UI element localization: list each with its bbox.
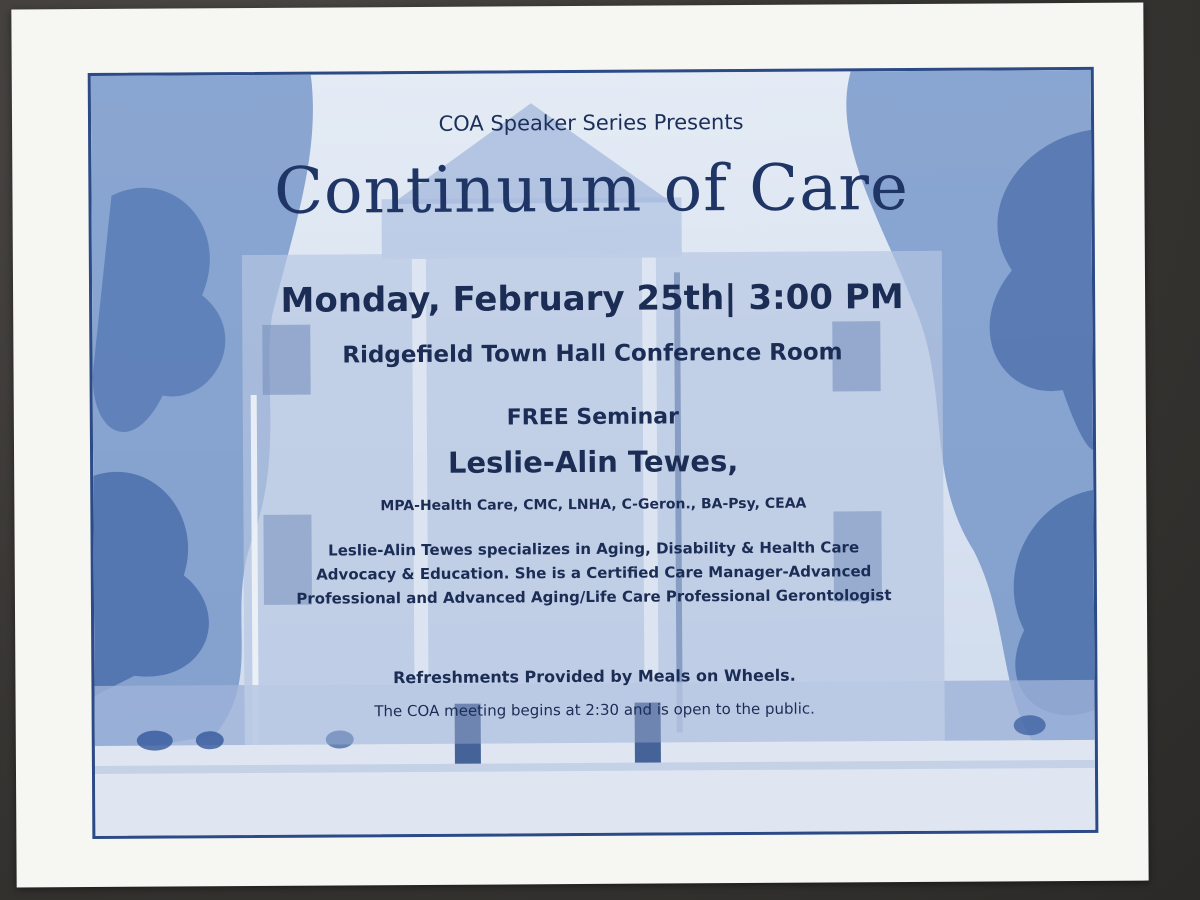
refreshments-note: Refreshments Provided by Meals on Wheels. <box>393 665 796 688</box>
seminar-label: FREE Seminar <box>506 404 680 431</box>
flyer-text <box>91 70 1096 836</box>
meeting-note: The COA meeting begins at 2:30 and is open to the public. <box>374 699 815 721</box>
event-date-time: Monday, February 25th| 3:00 PM <box>280 277 904 321</box>
event-title: Continuum of Care <box>273 150 910 229</box>
flyer-frame <box>88 67 1099 839</box>
flyer-paper <box>11 3 1148 888</box>
event-venue: Ridgefield Town Hall Conference Room <box>342 339 843 369</box>
speaker-name: Leslie-Alin Tewes, <box>447 444 739 480</box>
speaker-credentials: MPA-Health Care, CMC, LNHA, C-Geron., BA-Psy, CEAA <box>380 495 807 515</box>
speaker-bio: Leslie-Alin Tewes specializes in Aging, Disability & Health Care Advocacy & Education. She is a Certified Care Manager-Advanced Professional and Advanced Aging/Life Care Professional Gerontologist <box>296 538 892 608</box>
series-heading: COA Speaker Series Presents <box>438 109 744 136</box>
